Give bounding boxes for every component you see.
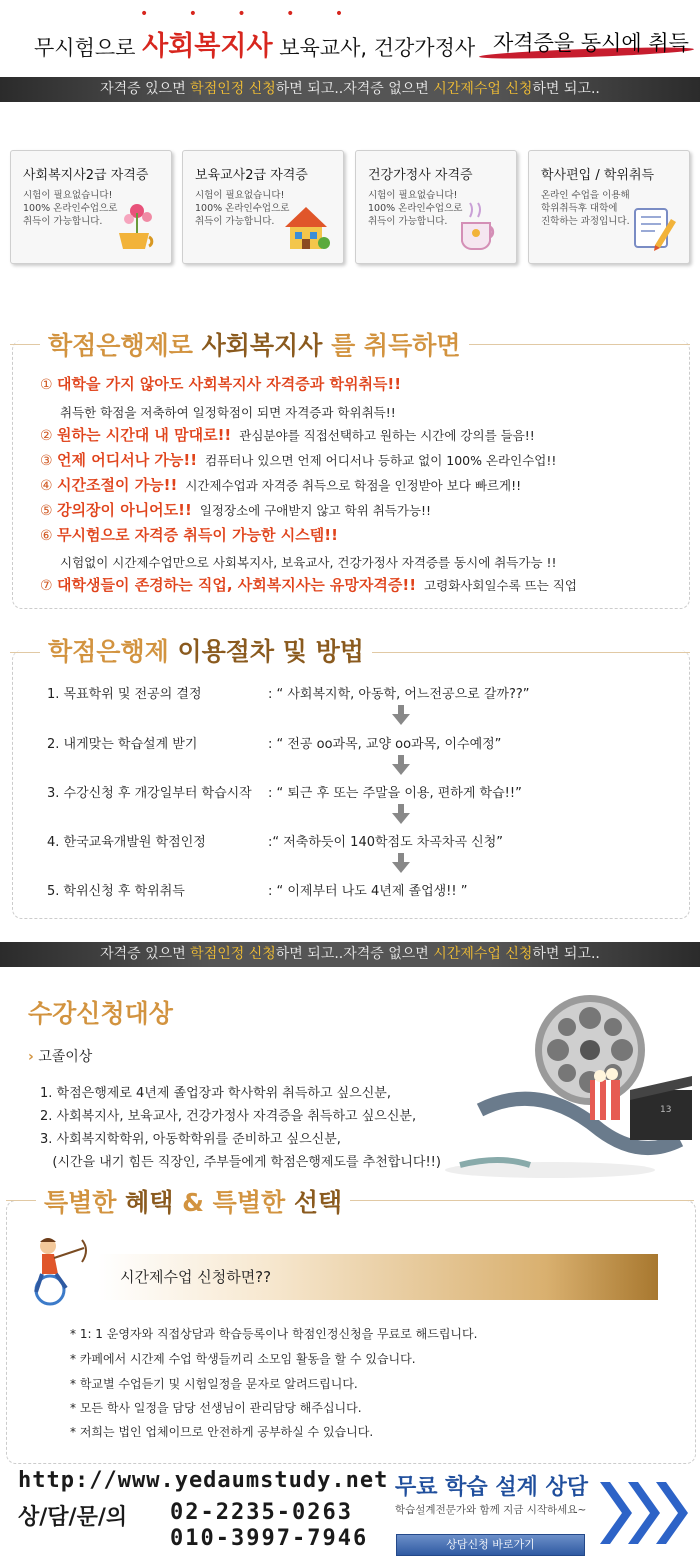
timed-class-banner-label: 시간제수업 신청하면??	[120, 1268, 272, 1286]
emphasis-dots: • • • • •	[140, 6, 362, 22]
benefit-item-6	[40, 525, 338, 546]
benefit-bullet: * 모든 학사 일정을 담당 선생님이 관리담당 해주십니다.	[70, 1401, 362, 1415]
target-item: 1. 학점은행제로 4년제 졸업장과 학사학위 취득하고 싶으신분,	[40, 1086, 391, 1101]
process-step-3: 3. 수강신청 후 개강일부터 학습시작	[47, 786, 252, 801]
benefit-bullet: * 1: 1 운영자와 직접상담과 학습등록이나 학점인정신청을 무료로 해드립니다.	[70, 1327, 478, 1341]
benefit-item-1	[40, 374, 401, 395]
benefit-num: ④	[40, 478, 53, 494]
section-title-targets: 수강신청대상	[28, 999, 173, 1028]
chevron-right-icon: ›	[28, 1049, 34, 1065]
process-step-5: 5. 학위신청 후 학위취득	[47, 884, 185, 899]
down-arrow-icon	[392, 705, 410, 725]
band-highlight-1: 학점인정 신청	[190, 946, 276, 962]
section-title-process	[40, 632, 372, 668]
target-level-label: 고졸이상	[38, 1049, 93, 1065]
benefit-head: 시간조절이 가능!!	[57, 476, 178, 494]
title-part: 특별한	[44, 1188, 126, 1217]
process-step-4: 4. 한국교육개발원 학점인정	[47, 835, 206, 850]
process-quote-4: :“ 저축하듯이 140학점도 차곡차곡 신청”	[268, 835, 504, 850]
free-consult-title: 무료 학습 설계 상담	[395, 1475, 588, 1500]
benefit-head: 무시험으로 자격증 취득이 가능한 시스템!!	[57, 526, 338, 544]
band-text-3: 하면 되고..	[532, 81, 600, 97]
card-title: 건강가정사 자격증	[368, 168, 473, 183]
card-family-counselor[interactable]	[355, 150, 517, 264]
film-reel-icon	[440, 990, 695, 1180]
target-item: 2. 사회복지사, 보육교사, 건강가정사 자격증을 취득하고 싶으신분,	[40, 1109, 417, 1124]
archer-character-icon	[22, 1236, 102, 1308]
consult-apply-button[interactable]: 상담신청 바로가기	[396, 1534, 585, 1556]
notice-band-middle	[0, 942, 700, 967]
flower-cup-icon	[107, 199, 161, 253]
phone-number-2[interactable]: 010-3997-7946	[170, 1526, 369, 1551]
target-level	[28, 1046, 92, 1066]
header-prefix: 무시험으로	[34, 36, 136, 60]
benefit-item-5	[40, 500, 431, 521]
benefit-sub: 관심분야를 직접선택하고 원하는 시간에 강의를 들음!!	[239, 428, 535, 443]
process-quote-5: : “ 이제부터 나도 4년제 졸업생!! ”	[268, 884, 468, 899]
process-quote-3: : “ 퇴근 후 또는 주말을 이용, 편하게 학습!!”	[268, 786, 522, 801]
title-part: 선택	[293, 1188, 343, 1217]
band-text-1: 자격증 있으면	[100, 81, 191, 97]
benefit-num: ②	[40, 428, 53, 444]
svg-text:13: 13	[660, 1105, 672, 1115]
benefit-num: ⑥	[40, 528, 53, 544]
benefit-sub: 일정장소에 구애받지 않고 학위 취득가능!!	[199, 503, 432, 518]
benefit-bullet: * 카페에서 시간제 수업 학생들끼리 소모임 활동을 할 수 있습니다.	[70, 1352, 416, 1366]
target-item: 3. 사회복지학학위, 아동학학위를 준비하고 싶으신분,	[40, 1132, 341, 1147]
band-text-2: 하면 되고..자격증 없으면	[275, 946, 434, 962]
benefit-num: ⑦	[40, 578, 53, 594]
phone-number-1[interactable]: 02-2235-0263	[170, 1500, 353, 1525]
benefit-num: ③	[40, 453, 53, 469]
notepad-pencil-icon	[625, 199, 679, 253]
title-part: 이용절차 및 방법	[177, 637, 364, 666]
process-quote-1: : “ 사회복지학, 아동학, 어느전공으로 갈까??”	[268, 687, 530, 702]
process-step-2: 2. 내게맞는 학습설계 받기	[47, 737, 198, 752]
benefit-head: 대학을 가지 않아도 사회복지사 자격증과 학위취득!!	[57, 375, 402, 393]
card-desc: 시험이 필요없습니다! 100% 온라인수업으로 취득이 가능합니다.	[368, 190, 463, 227]
section-title-benefits	[40, 326, 469, 362]
card-title: 사회복지사2급 자격증	[23, 168, 149, 183]
band-highlight-1: 학점인정 신청	[190, 81, 276, 97]
title-part: 학점은행제로	[48, 331, 202, 360]
house-icon	[279, 199, 333, 253]
benefit-head: 강의장이 아니어도!!	[57, 501, 192, 519]
benefit-item-3	[40, 450, 556, 471]
benefit-item-7	[40, 575, 577, 596]
band-text-3: 하면 되고..	[532, 946, 600, 962]
tea-icon	[452, 199, 506, 253]
header-headline	[34, 24, 475, 63]
band-highlight-2: 시간제수업 신청	[433, 81, 533, 97]
band-highlight-2: 시간제수업 신청	[433, 946, 533, 962]
band-text-2: 하면 되고..자격증 없으면	[275, 81, 434, 97]
down-arrow-icon	[392, 804, 410, 824]
website-url[interactable]: http://www.yedaumstudy.net	[18, 1468, 389, 1493]
free-consult-subtitle: 학습설계전문가와 함께 지금 시작하세요~	[395, 1504, 587, 1516]
band-text-1: 자격증 있으면	[100, 946, 191, 962]
header-brush-badge	[485, 25, 690, 61]
title-part: 사회복지사	[201, 331, 323, 360]
card-social-worker[interactable]	[10, 150, 172, 264]
down-arrow-icon	[392, 853, 410, 873]
benefit-bullet: * 저희는 법인 업체이므로 안전하게 공부하실 수 있습니다.	[70, 1425, 374, 1439]
contact-label: 상/담/문/의	[18, 1505, 128, 1530]
card-childcare-teacher[interactable]	[182, 150, 344, 264]
header-middle: 보육교사, 건강가정사	[279, 36, 476, 60]
title-part: 학점은행제	[48, 637, 178, 666]
timed-class-banner	[98, 1254, 658, 1300]
benefit-sub: 컴퓨터나 있으면 언제 어디서나 등하교 없이 100% 온라인수업!!	[205, 453, 557, 468]
title-part: 를 취득하면	[322, 331, 461, 360]
card-bachelor-degree[interactable]	[528, 150, 690, 264]
benefit-sub: 시간제수업과 자격증 취득으로 학점을 인정받아 보다 빠르게!!	[185, 478, 522, 493]
benefit-bullet: * 학교별 수업듣기 및 시험일정을 문자로 알려드립니다.	[70, 1377, 358, 1391]
benefit-num: ①	[40, 377, 53, 393]
section-title-special	[36, 1183, 350, 1219]
title-part: 혜택	[125, 1188, 174, 1217]
benefit-item-2	[40, 425, 535, 446]
benefit-num: ⑤	[40, 503, 53, 519]
card-title: 보육교사2급 자격증	[195, 168, 308, 183]
card-desc: 온라인 수업을 이용해 학위취득후 대학에 진학하는 과정입니다.	[541, 190, 630, 227]
benefit-item-6-detail: 시험없이 시간제수업만으로 사회복지사, 보육교사, 건강가정사 자격증를 동시에 취득가능 !!	[60, 555, 557, 570]
process-step-1: 1. 목표학위 및 전공의 결정	[47, 687, 202, 702]
header-highlight: 사회복지사	[142, 31, 273, 62]
benefit-head: 원하는 시간대 내 맘대로!!	[57, 426, 232, 444]
target-item-note: (시간을 내기 힘든 직장인, 주부들에게 학점은행제도를 추천합니다!!)	[40, 1155, 441, 1170]
benefit-sub: 고령화사회일수록 뜨는 직업	[424, 578, 577, 593]
process-quote-2: : “ 전공 oo과목, 교양 oo과목, 이수예정”	[268, 737, 502, 752]
notice-band-top	[0, 77, 700, 102]
card-title: 학사편입 / 학위취득	[541, 168, 655, 183]
benefit-item-4	[40, 475, 521, 496]
down-arrow-icon	[392, 755, 410, 775]
benefit-head: 언제 어디서나 가능!!	[57, 451, 198, 469]
brush-text: 자격증을 동시에 취득	[493, 31, 689, 55]
benefit-head: 대학생들이 존경하는 직업, 사회복지사는 유망자격증!!	[57, 576, 417, 594]
card-desc: 시험이 필요없습니다! 100% 온라인수업으로 취득이 가능합니다.	[195, 190, 290, 227]
title-part: & 특별한	[173, 1188, 294, 1217]
card-desc: 시험이 필요없습니다! 100% 온라인수업으로 취득이 가능합니다.	[23, 190, 118, 227]
benefit-item-1-detail: 취득한 학점을 저축하여 일정학점이 되면 자격증과 학위취득!!	[60, 405, 396, 420]
triple-chevron-icon[interactable]	[596, 1478, 691, 1548]
